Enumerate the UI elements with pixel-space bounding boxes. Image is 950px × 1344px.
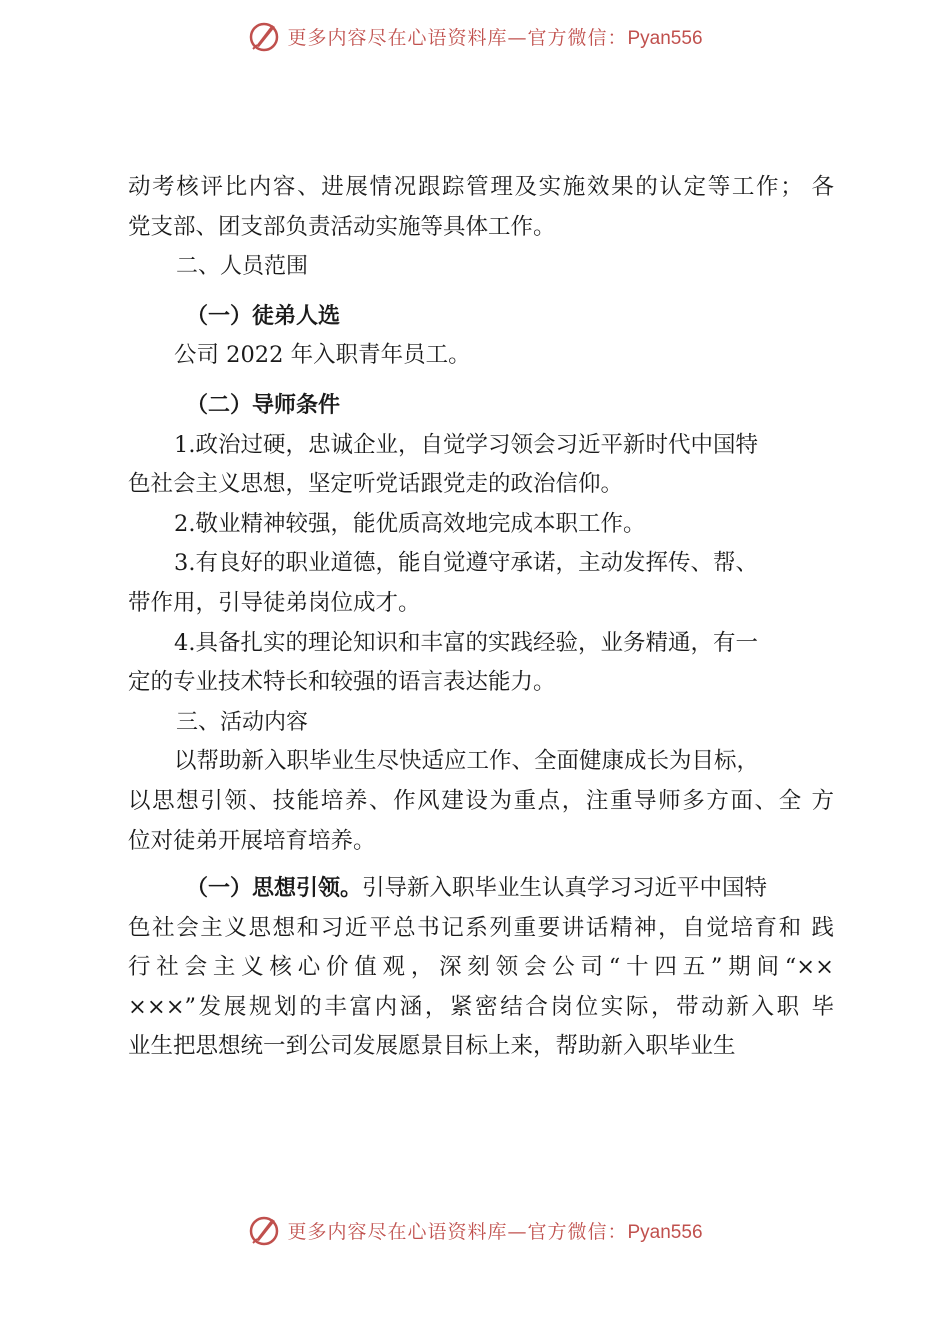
- subheading-mentor-requirements: （二）导师条件: [186, 392, 341, 418]
- list-item-line: 3.有良好的职业道德，能自觉遵守承诺，主动发挥传、帮、: [174, 550, 758, 577]
- quill-pen-circle-icon: [247, 1213, 281, 1247]
- list-item-line: 定的专业技术特长和较强的语言表达能力。: [128, 669, 556, 696]
- list-item-line: 4.具备扎实的理论知识和丰富的实践经验，业务精通，有一: [174, 629, 758, 656]
- paragraph-line: 以思想引领、技能培养、作风建设为重点，注重导师多方面、全 方: [128, 787, 834, 814]
- paragraph-line: 动考核评比内容、进展情况跟踪管理及实施效果的认定等工作； 各: [128, 174, 834, 200]
- document-body: [128, 168, 834, 1067]
- header-watermark: [0, 16, 950, 56]
- watermark-text: 更多内容尽在心语资料库—官方微信：Pyan556: [287, 1220, 703, 1243]
- subheading-ideological-guidance: （一）思想引领。: [186, 876, 363, 902]
- paragraph-line: 公司 2022 年入职青年员工。: [174, 342, 471, 369]
- paragraph-line: 业生把思想统一到公司发展愿景目标上来，帮助新入职毕业生: [128, 1033, 736, 1060]
- footer-watermark: [0, 1210, 950, 1250]
- paragraph-line: 位对徒弟开展培育培养。: [128, 827, 376, 854]
- watermark-text: 更多内容尽在心语资料库—官方微信：Pyan556: [287, 26, 703, 49]
- list-item-line: 带作用，引导徒弟岗位成才。: [128, 589, 421, 616]
- list-item-line: 色社会主义思想，坚定听党话跟党走的政治信仰。: [128, 471, 624, 498]
- paragraph-line: 党支部、团支部负责活动实施等具体工作。: [128, 213, 556, 240]
- list-item-line: 1.政治过硬，忠诚企业，自觉学习领会习近平新时代中国特: [174, 431, 758, 458]
- subheading-apprentice-selection: （一）徒弟人选: [186, 303, 341, 329]
- paragraph-line: 行社会主义核心价值观，深刻领会公司“十四五”期间“××: [128, 954, 834, 981]
- section-heading-activity-content: 三、活动内容: [176, 709, 309, 735]
- list-item-line: 2.敬业精神较强，能优质高效地完成本职工作。: [174, 510, 646, 537]
- paragraph-line: 以帮助新入职毕业生尽快适应工作、全面健康成长为目标，: [174, 748, 760, 775]
- paragraph-line: 色社会主义思想和习近平总书记系列重要讲话精神，自觉培育和 践: [128, 914, 834, 941]
- paragraph-line: ×××”发展规划的丰富内涵，紧密结合岗位实际，带动新入职 毕: [128, 993, 834, 1020]
- section-heading-personnel-scope: 二、人员范围: [176, 254, 309, 280]
- quill-pen-circle-icon: [247, 19, 281, 53]
- paragraph-line: （一）思想引领。引导新入职毕业生认真学习习近平中国特: [186, 875, 768, 902]
